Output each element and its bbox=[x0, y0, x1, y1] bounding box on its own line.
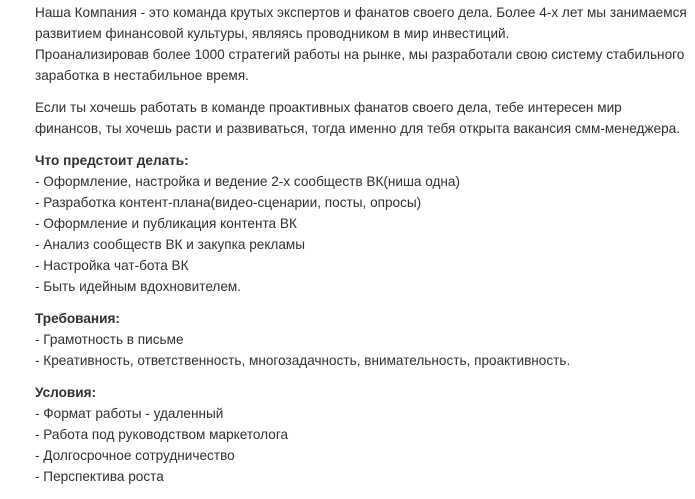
conditions-item: - Долгосрочное сотрудничество bbox=[35, 448, 235, 463]
duties-item: - Оформление, настройка и ведение 2-х сообществ ВК(ниша одна) bbox=[35, 174, 461, 189]
invite-paragraph bbox=[35, 97, 690, 139]
requirements-item: - Грамотность в письме bbox=[35, 332, 184, 347]
duties-item: - Разработка контент-плана(видео-сценарии, посты, опросы) bbox=[35, 195, 422, 210]
duties-item: - Настройка чат-бота ВК bbox=[35, 258, 189, 273]
duties-item: - Анализ сообществ ВК и закупка рекламы bbox=[35, 237, 306, 252]
conditions-heading: Условия: bbox=[35, 385, 97, 400]
requirements-heading: Требования: bbox=[35, 311, 120, 326]
conditions-section bbox=[35, 382, 690, 487]
invite-line: Если ты хочешь работать в команде проактивных фанатов своего дела, тебе интересен мир bbox=[35, 100, 622, 115]
intro-line: Проанализировав более 1000 стратегий работы на рынке, мы разработали свою систему стабильного bbox=[35, 47, 685, 62]
conditions-item: - Работа под руководством маркетолога bbox=[35, 427, 289, 442]
requirements-item: - Креативность, ответственность, многозадачность, внимательность, проактивность. bbox=[35, 353, 571, 368]
intro-line: Наша Компания - это команда крутых экспертов и фанатов своего дела. Более 4-х лет мы занимаемся bbox=[35, 5, 687, 20]
duties-item: - Быть идейным вдохновителем. bbox=[35, 279, 242, 294]
conditions-item: - Перспектива роста bbox=[35, 469, 164, 484]
paragraph-gap bbox=[35, 139, 690, 150]
paragraph-gap bbox=[35, 86, 690, 97]
intro-line: заработка в нестабильное время. bbox=[35, 68, 249, 83]
duties-item: - Оформление и публикация контента ВК bbox=[35, 216, 297, 231]
duties-section bbox=[35, 150, 690, 297]
paragraph-gap bbox=[35, 297, 690, 308]
vacancy-description bbox=[35, 2, 690, 487]
invite-line: финансов, ты хочешь расти и развиваться, тогда именно для тебя открыта вакансия смм-менеджера. bbox=[35, 121, 680, 136]
duties-heading: Что предстоит делать: bbox=[35, 153, 189, 168]
requirements-section bbox=[35, 308, 690, 371]
intro-paragraph bbox=[35, 2, 690, 86]
conditions-item: - Формат работы - удаленный bbox=[35, 406, 224, 421]
intro-line: развитием финансовой культуры, являясь проводником в мир инвестиций. bbox=[35, 26, 510, 41]
paragraph-gap bbox=[35, 371, 690, 382]
